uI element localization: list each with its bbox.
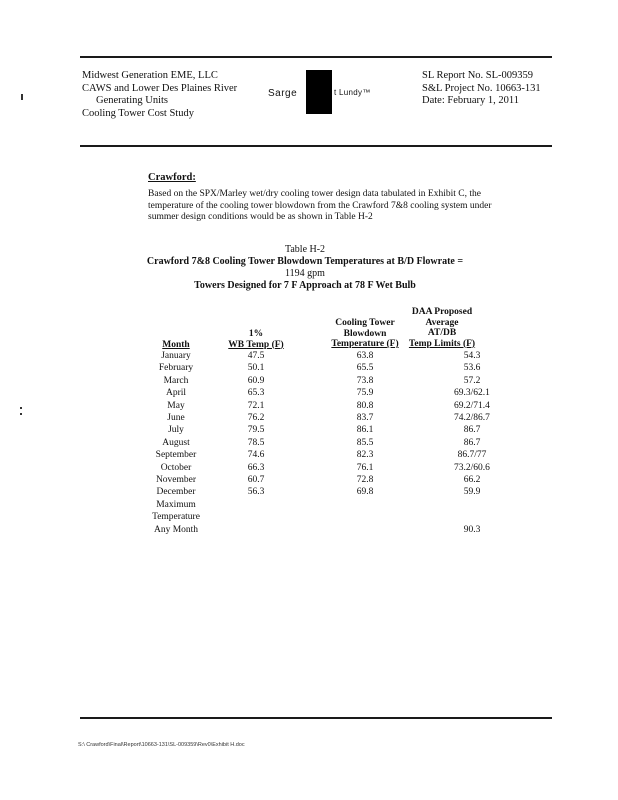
- header-project-name: CAWS and Lower Des Plaines River: [82, 82, 238, 94]
- table-number: Table H-2: [284, 244, 326, 255]
- blowdown-temp-cell: 72.8: [356, 475, 374, 486]
- blowdown-temp-cell: 85.5: [356, 437, 374, 448]
- header-right-block: [422, 70, 541, 108]
- max-label-cell: [146, 499, 206, 536]
- table-caption: [140, 244, 470, 292]
- table-row: [146, 437, 520, 449]
- paragraph-line: Based on the SPX/Marley wet/dry cooling tower design data tabulated in Exhibit C, the: [148, 189, 481, 199]
- header-study: Cooling Tower Cost Study: [82, 107, 194, 119]
- scan-speck: [20, 413, 22, 415]
- wb-temp-cell: 50.1: [247, 363, 265, 374]
- header-left-block: [82, 70, 237, 120]
- header-units: Generating Units: [96, 95, 169, 106]
- wb-temp-cell: 76.2: [247, 413, 265, 424]
- logo-text-left: Sarge: [268, 88, 298, 99]
- col-header-line: DAA Proposed: [411, 307, 473, 317]
- table-row: [146, 400, 520, 412]
- table-design-basis: Towers Designed for 7 F Approach at 78 F Wet Bulb: [194, 280, 416, 291]
- col-header-daa-limits: [394, 307, 490, 349]
- col-header-line: 1%: [248, 329, 264, 339]
- table-row: [146, 412, 520, 424]
- col-header-wb-temp: [206, 329, 306, 350]
- blowdown-temp-cell: 83.7: [356, 413, 374, 424]
- col-header-line: Blowdown: [343, 328, 387, 339]
- wb-temp-cell: 79.5: [247, 425, 265, 436]
- scan-speck: [21, 94, 23, 100]
- paragraph-line: summer design conditions would be as shown in Table H-2: [148, 212, 373, 222]
- section-paragraph: [148, 189, 518, 224]
- table-row: [146, 486, 520, 498]
- table-row: [146, 375, 520, 387]
- limit-cell: 74.2/86.7: [454, 413, 490, 424]
- wb-temp-cell: [206, 499, 306, 536]
- limit-cell: 57.2: [463, 375, 481, 386]
- blowdown-temp-cell: 63.8: [356, 351, 374, 361]
- wb-temp-cell: 60.9: [247, 375, 265, 386]
- wb-temp-cell: 60.7: [247, 475, 265, 486]
- limit-cell: 66.2: [463, 475, 481, 486]
- limit-cell: 86.7: [463, 437, 481, 448]
- col-header-line: [206, 340, 306, 351]
- col-header-month: [146, 340, 206, 351]
- table-row: [146, 449, 520, 461]
- col-header-underlined: Temp Limits (F): [408, 338, 476, 349]
- col-header-line: Cooling Tower: [335, 318, 395, 328]
- table-row: [146, 462, 520, 474]
- month-cell: March: [163, 375, 189, 386]
- month-cell: April: [165, 388, 187, 399]
- section-heading: Crawford:: [148, 172, 196, 183]
- blowdown-temp-cell: 86.1: [356, 425, 374, 436]
- col-header-line: [394, 339, 490, 350]
- wb-temp-cell: 78.5: [247, 437, 265, 448]
- month-cell: January: [161, 351, 191, 361]
- limit-cell: 73.2/60.6: [454, 462, 490, 473]
- table-row: [146, 387, 520, 399]
- header-top-rule: [80, 56, 552, 58]
- max-value-cell: 90.3: [463, 524, 481, 535]
- footer-file-path: S:\ Crawford\Final\Report\10663-131\SL-009359\Rev0\Exhibit H.doc: [78, 742, 245, 748]
- max-label-line: Any Month: [153, 524, 199, 535]
- limit-cell: 69.2/71.4: [454, 400, 490, 411]
- blowdown-temp-cell: 80.8: [356, 400, 374, 411]
- blowdown-temp-cell: 65.5: [356, 363, 374, 374]
- month-cell: October: [160, 462, 192, 473]
- table-row: [146, 350, 520, 362]
- wb-temp-cell: 56.3: [247, 487, 265, 498]
- limit-cell: 86.7: [463, 425, 481, 436]
- col-header-underlined: WB Temp (F): [228, 339, 284, 350]
- month-cell: November: [155, 475, 197, 486]
- blowdown-temp-cell: 82.3: [356, 450, 374, 461]
- logo-text-right: t Lundy™: [334, 88, 371, 97]
- table-row: [146, 424, 520, 436]
- limit-cell: 69.3/62.1: [454, 388, 490, 399]
- blowdown-temp-cell: 76.1: [356, 462, 374, 473]
- wb-temp-cell: 74.6: [247, 450, 265, 461]
- report-number: SL Report No. SL-009359: [422, 70, 534, 81]
- header-bottom-rule: [80, 145, 552, 147]
- table-row-max: [146, 499, 520, 536]
- month-cell: July: [168, 425, 184, 436]
- month-cell: September: [155, 450, 197, 461]
- blowdown-temp-cell: [306, 499, 424, 536]
- month-cell: February: [158, 363, 194, 374]
- project-number: S&L Project No. 10663-131: [422, 82, 541, 94]
- col-header-line: AT/DB: [427, 328, 457, 338]
- limit-cell: 86.7/77: [457, 450, 487, 461]
- report-date: Date: February 1, 2011: [422, 95, 520, 106]
- company-logo: [268, 70, 390, 114]
- col-header-line: Average: [425, 317, 459, 328]
- footer-rule: [80, 717, 552, 719]
- col-header-month-label: Month: [162, 340, 190, 350]
- temperature-table: [146, 350, 520, 536]
- paragraph-line: temperature of the cooling tower blowdown from the Crawford 7&8 cooling system under: [148, 200, 492, 211]
- month-cell: May: [167, 400, 185, 411]
- month-cell: August: [162, 437, 190, 448]
- limit-cell: 59.9: [463, 487, 481, 498]
- logo-black-block: [306, 70, 332, 114]
- blowdown-temp-cell: 69.8: [356, 487, 374, 498]
- table-flowrate: 1194 gpm: [285, 268, 325, 279]
- month-cell: December: [156, 487, 196, 498]
- limit-cell: 53.6: [463, 363, 481, 374]
- wb-temp-cell: 65.3: [247, 388, 265, 399]
- wb-temp-cell: 47.5: [247, 351, 265, 361]
- header-company: Midwest Generation EME, LLC: [82, 70, 218, 81]
- wb-temp-cell: 72.1: [247, 400, 265, 411]
- month-cell: June: [167, 413, 185, 424]
- table-row: [146, 474, 520, 486]
- table-row: [146, 362, 520, 374]
- blowdown-temp-cell: 75.9: [356, 388, 374, 399]
- max-label-line: Maximum: [156, 499, 196, 510]
- wb-temp-cell: 66.3: [247, 462, 265, 473]
- table-title: Crawford 7&8 Cooling Tower Blowdown Temperatures at B/D Flowrate =: [146, 256, 464, 267]
- col-header-underlined: Temperature (F): [331, 339, 399, 349]
- blowdown-temp-cell: 73.8: [356, 375, 374, 386]
- limit-cell: 54.3: [463, 351, 481, 361]
- max-label-line: Temperature: [152, 512, 200, 523]
- scan-speck: [20, 407, 22, 409]
